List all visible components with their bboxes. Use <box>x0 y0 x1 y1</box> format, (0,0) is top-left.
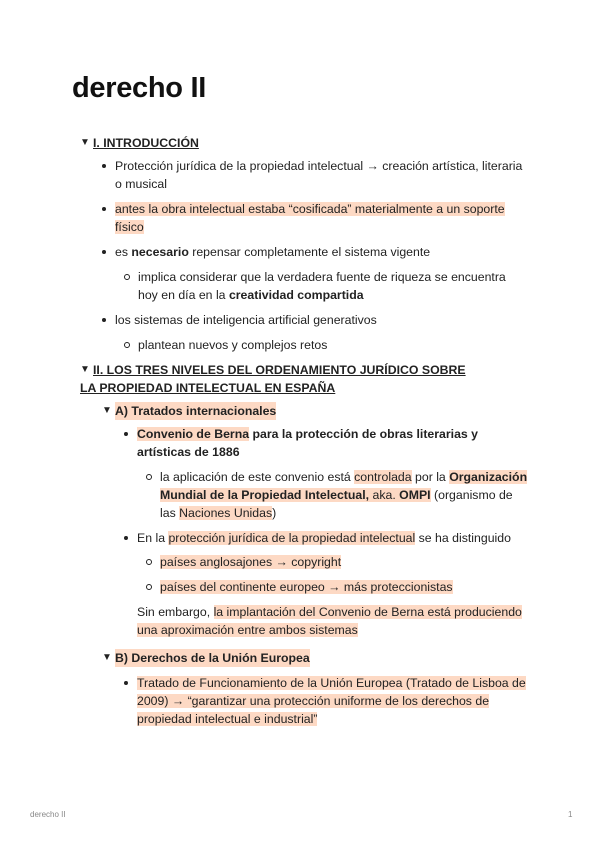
paragraph: Sin embargo, la implantación del Convenio de Berna está produciendo una aproximación entre ambos sistemas <box>137 605 522 637</box>
list-item: plantean nuevos y complejos retos <box>138 336 528 354</box>
subsection-heading: A) Tratados internacionales <box>115 404 277 418</box>
toggle-section-tres-niveles[interactable] <box>80 361 480 397</box>
document-body <box>80 134 528 728</box>
highlighted-text: países del continente europeo → más proteccionistas <box>160 580 453 594</box>
section-heading: II. LOS TRES NIVELES DEL ORDENAMIENTO JURÍDICO SOBRE LA PROPIEDAD INTELECTUAL EN ESPAÑA <box>80 363 466 395</box>
highlighted-text: Tratado de Funcionamiento de la Unión Europea (Tratado de Lisboa de 2009) → “garantizar una protección uniforme de los derechos de propiedad intelectual e industrial” <box>137 676 526 726</box>
sub-list <box>138 268 528 304</box>
section-heading: I. INTRODUCCIÓN <box>93 136 199 150</box>
highlighted-text: países anglosajones → copyright <box>160 555 342 569</box>
toggle-triangle-icon[interactable]: ▼ <box>80 364 90 375</box>
bullet-list <box>137 674 528 728</box>
highlighted-text: la implantación del Convenio de Berna está produciendo una aproximación entre ambos sistemas <box>137 605 522 637</box>
bullet-list <box>137 425 528 596</box>
toggle-triangle-icon[interactable]: ▼ <box>102 652 112 663</box>
sub-list <box>138 336 528 354</box>
list-item: En la protección jurídica de la propiedad intelectual se ha distinguido países anglosajones → copyright países del continente europeo → más proteccionistas <box>137 529 528 596</box>
list-item <box>160 553 528 571</box>
list-item: la aplicación de este convenio está controlada por la Organización Mundial de la Propiedad Intelectual, aka. OMPI (organismo de las Naciones Unidas) <box>160 470 528 520</box>
subsection-heading: B) Derechos de la Unión Europea <box>115 651 310 665</box>
footer-title: derecho II <box>30 810 66 819</box>
page-number: 1 <box>568 810 573 819</box>
toggle-triangle-icon[interactable]: ▼ <box>102 405 112 416</box>
highlighted-text: Convenio de Berna <box>137 427 250 441</box>
list-item: Convenio de Berna para la protección de obras literarias y artísticas de 1886 la aplicación de este convenio está controlada por la Organización Mundial de la Propiedad Intelectual, aka. OMPI (organismo de las Naciones Unidas) <box>137 427 528 520</box>
list-item: es necesario repensar completamente el sistema vigente implica considerar que la verdadera fuente de riqueza se encuentra hoy en día en la creatividad compartida <box>115 243 528 304</box>
toggle-subsection-tratados[interactable] <box>102 402 528 420</box>
sub-list <box>160 553 528 596</box>
toggle-triangle-icon[interactable]: ▼ <box>80 137 90 148</box>
page-title: derecho II <box>72 72 206 104</box>
sub-list <box>160 468 528 522</box>
list-item: los sistemas de inteligencia artificial generativos plantean nuevos y complejos retos <box>115 311 528 354</box>
list-item <box>137 674 528 728</box>
list-item <box>160 578 528 596</box>
list-item <box>115 200 528 236</box>
list-item: Protección jurídica de la propiedad intelectual → creación artística, literaria o musical <box>115 157 528 193</box>
list-item: implica considerar que la verdadera fuente de riqueza se encuentra hoy en día en la creatividad compartida <box>138 268 528 304</box>
toggle-subsection-derechos-ue[interactable] <box>102 649 528 667</box>
toggle-section-introduccion[interactable] <box>80 134 528 152</box>
bullet-list <box>115 157 528 354</box>
highlighted-text: protección jurídica de la propiedad intelectual <box>168 531 416 545</box>
highlighted-text: antes la obra intelectual estaba “cosificada” materialmente a un soporte físico <box>115 202 505 234</box>
